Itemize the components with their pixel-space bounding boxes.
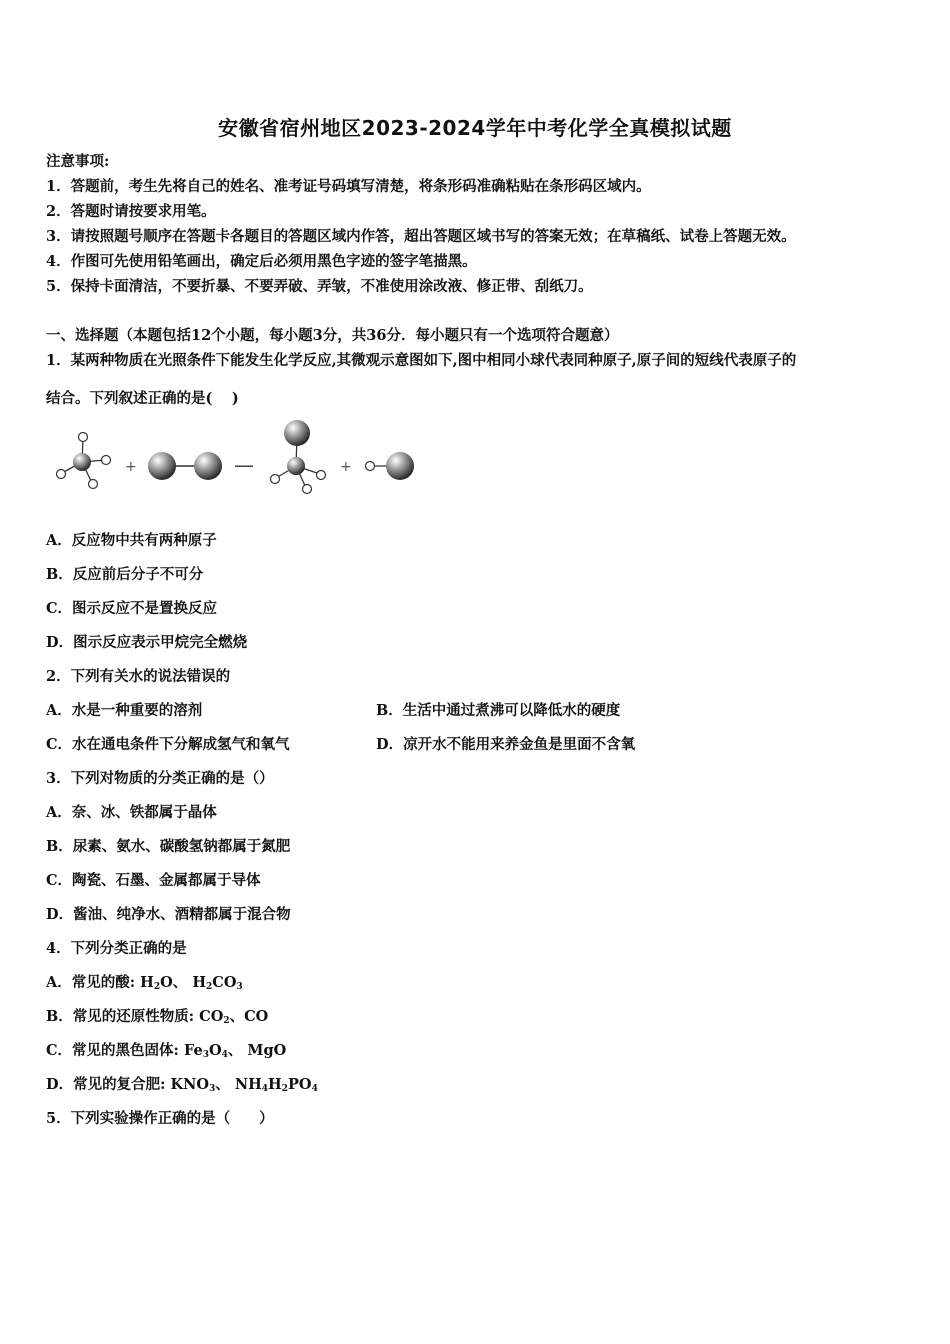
q3-option-c: C．陶瓷、石墨、金属都属于导体 — [46, 872, 261, 889]
hcl-molecule — [366, 452, 415, 480]
notice-item-2: 2．答题时请按要求用笔。 — [46, 203, 216, 220]
q4-option-d: D．常见的复合肥: $KNO_3$、 $NH_4H_2PO_4$ — [46, 1076, 318, 1094]
q2-option-a: A．水是一种重要的溶剂 — [46, 702, 203, 719]
reaction-diagram — [50, 418, 420, 498]
q2-option-c: C．水在通电条件下分解成氢气和氧气 — [46, 736, 290, 753]
q5-stem: 5．下列实验操作正确的是（ ） — [46, 1110, 274, 1127]
q4-option-c: C．常见的黑色固体: $Fe_3O_4$、 MgO — [46, 1042, 287, 1060]
q3-stem: 3．下列对物质的分类正确的是（） — [46, 770, 274, 787]
methane-molecule — [57, 433, 111, 489]
q3-option-b: B．尿素、氨水、碳酸氢钠都属于氮肥 — [46, 838, 291, 855]
q4-option-a: A．常见的酸: $H_2O$、 $H_2CO_3$ — [46, 974, 243, 992]
q2-option-d: D．凉开水不能用来养金鱼是里面不含氧 — [376, 736, 636, 753]
q1-option-c: C．图示反应不是置换反应 — [46, 600, 218, 617]
page-title: 安徽省宿州地区2023-2024学年中考化学全真模拟试题 — [218, 116, 732, 140]
notice-item-5: 5．保持卡面清洁，不要折暴、不要弄破、弄皱，不准使用涂改液、修正带、刮纸刀。 — [46, 278, 593, 295]
notice-item-1: 1．答题前，考生先将自己的姓名、准考证号码填写清楚，将条形码准确粘贴在条形码区域内。 — [46, 178, 651, 195]
diatomic-molecule — [148, 452, 222, 480]
chloromethane-molecule — [271, 420, 326, 494]
q1-stem-line1: 1．某两种物质在光照条件下能发生化学反应,其微观示意图如下,图中相同小球代表同种原子,原子间的短线代表原子的 — [46, 352, 797, 369]
q3-option-a: A．奈、冰、铁都属于晶体 — [46, 804, 217, 821]
notice-heading: 注意事项: — [46, 153, 110, 170]
section-heading: 一、选择题（本题包括12个小题，每小题3分，共36分．每小题只有一个选项符合题意） — [46, 327, 619, 344]
q1-option-b: B．反应前后分子不可分 — [46, 566, 204, 583]
q2-option-b: B．生活中通过煮沸可以降低水的硬度 — [376, 702, 621, 719]
plus-sign-1: + — [125, 459, 137, 475]
q1-option-d: D．图示反应表示甲烷完全燃烧 — [46, 634, 248, 651]
q4-option-b: B．常见的还原性物质: $CO_2$、CO — [46, 1008, 269, 1026]
q3-option-d: D．酱油、纯净水、酒精都属于混合物 — [46, 906, 291, 923]
q1-stem-line2: 结合。下列叙述正确的是( ) — [46, 390, 239, 407]
q2-stem: 2．下列有关水的说法错误的 — [46, 668, 231, 685]
q4-stem: 4．下列分类正确的是 — [46, 940, 187, 957]
notice-item-4: 4．作图可先使用铅笔画出，确定后必须用黑色字迹的签字笔描黑。 — [46, 253, 477, 270]
reaction-arrow: — — [234, 453, 254, 477]
q1-option-a: A．反应物中共有两种原子 — [46, 532, 217, 549]
notice-item-3: 3．请按照题号顺序在答题卡各题目的答题区域内作答，超出答题区域书写的答案无效；在草稿纸、试卷上答题无效。 — [46, 228, 796, 245]
plus-sign-2: + — [340, 459, 352, 475]
